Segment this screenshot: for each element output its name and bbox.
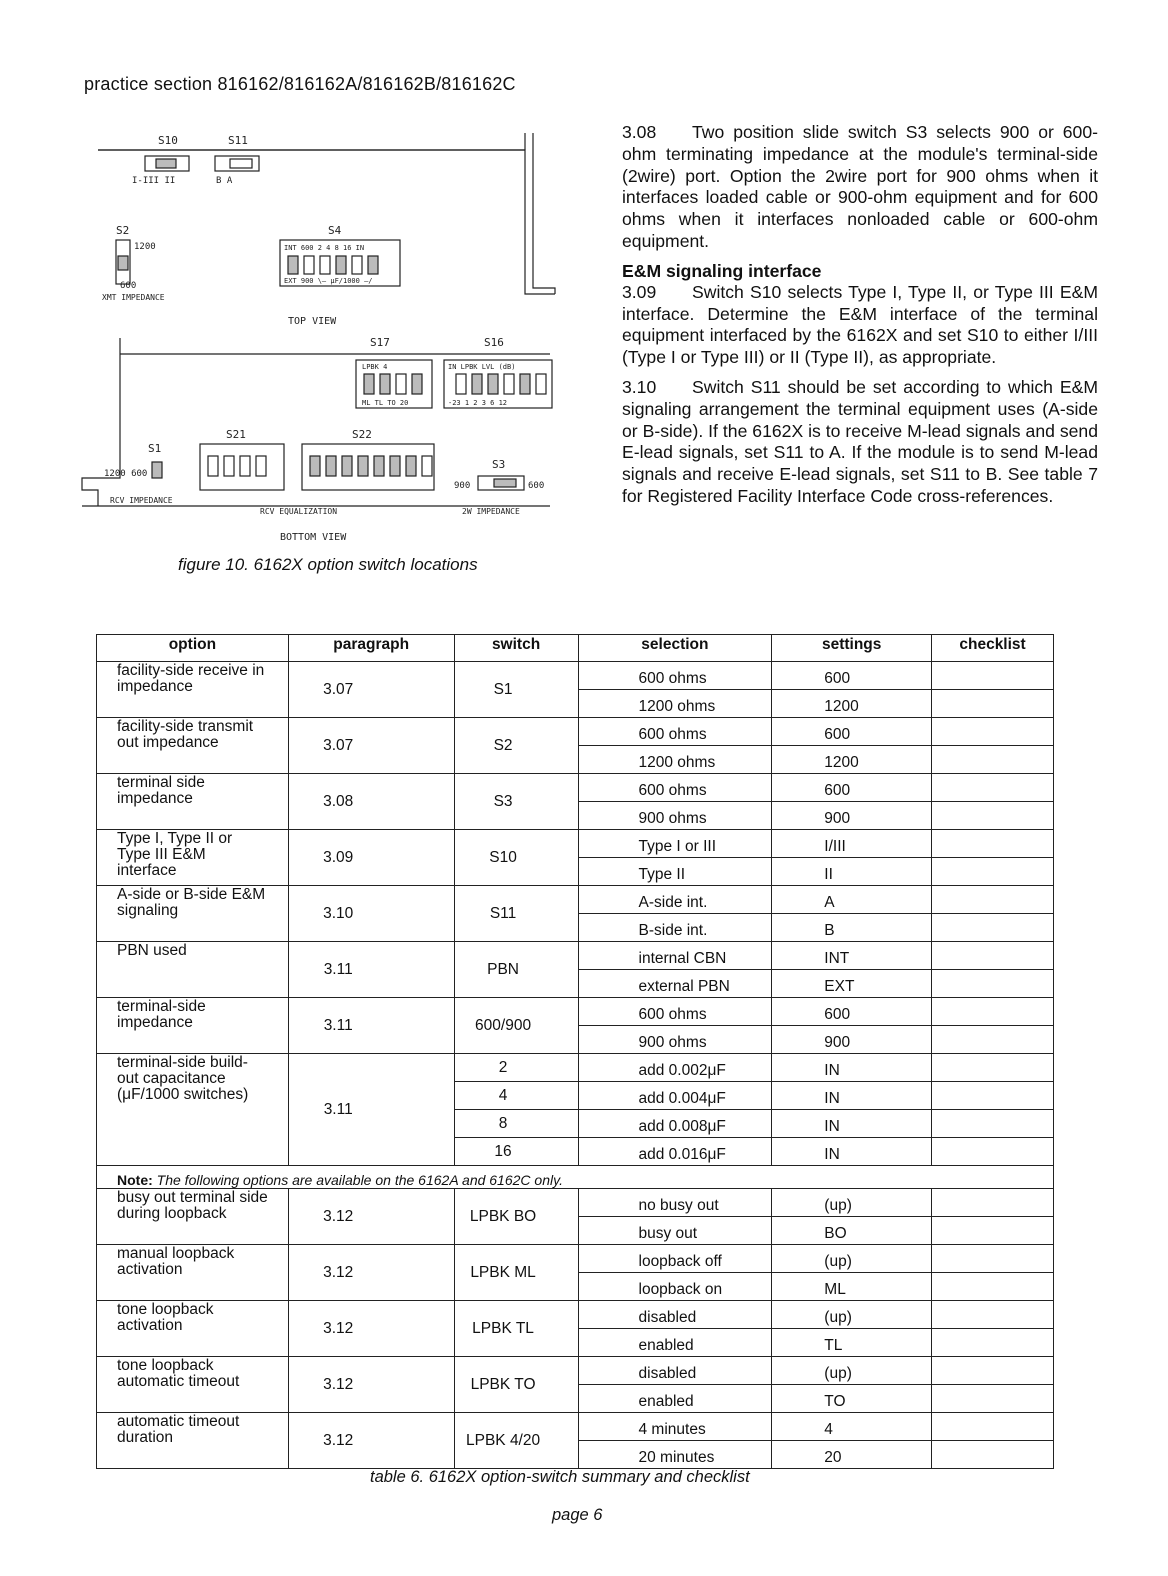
option-switch-diagram: [80, 128, 570, 548]
s1-label: S1: [148, 442, 162, 455]
paragraph-cell: 3.11: [288, 942, 454, 998]
switch-cell: LPBK TO: [454, 1357, 578, 1413]
switch-cell: S10: [454, 830, 578, 886]
selection-cell: add 0.016μF: [578, 1138, 772, 1166]
switch-cell: 16: [454, 1138, 578, 1166]
svg-text:900: 900: [454, 481, 471, 491]
switch-cell: LPBK ML: [454, 1245, 578, 1301]
table-row: [97, 886, 1054, 914]
option-cell: facility-side transmit out impedance: [97, 718, 289, 774]
table-row: [97, 1245, 1054, 1273]
col-header-checklist: checklist: [932, 635, 1054, 662]
switch-cell: LPBK BO: [454, 1189, 578, 1245]
option-cell: terminal-side build-out capacitance (μF/1000 switches): [97, 1054, 289, 1166]
settings-cell: BO: [772, 1217, 932, 1245]
switch-cell: S1: [454, 662, 578, 718]
settings-cell: INT: [772, 942, 932, 970]
settings-cell: 20: [772, 1441, 932, 1469]
checklist-cell[interactable]: [932, 1245, 1054, 1273]
checklist-cell[interactable]: [932, 830, 1054, 858]
selection-cell: loopback off: [578, 1245, 772, 1273]
svg-text:600: 600: [120, 281, 137, 291]
checklist-cell[interactable]: [932, 970, 1054, 998]
s22-label: S22: [352, 428, 372, 441]
option-switch-table: [96, 634, 1054, 1469]
svg-text:IN LPBK LVL (dB): IN LPBK LVL (dB): [448, 363, 516, 371]
table-row: [97, 830, 1054, 858]
settings-cell: TO: [772, 1385, 932, 1413]
selection-cell: busy out: [578, 1217, 772, 1245]
paragraph-3-10: 3.10 Switch S11 should be set according to which E&M signaling arrangement the terminal equipment uses (A-side or B-side). If the 6162X is to receive M-lead signals and send E-lead signals, set S11 to A. If the module is to send M-lead signals and receive E-lead signals, set S11 to B. See table 7 for Registered Facility Interface Code cross-references.: [622, 376, 1098, 506]
checklist-cell[interactable]: [932, 1441, 1054, 1469]
switch-cell: S2: [454, 718, 578, 774]
selection-cell: 600 ohms: [578, 998, 772, 1026]
settings-cell: 900: [772, 802, 932, 830]
checklist-cell[interactable]: [932, 1385, 1054, 1413]
svg-text:INT 600 2 4 8 16 IN: INT 600 2 4 8 16 IN: [284, 244, 365, 252]
paragraph-cell: 3.11: [288, 1054, 454, 1166]
selection-cell: B-side int.: [578, 914, 772, 942]
table-note-row: [97, 1166, 1054, 1189]
option-cell: A-side or B-side E&M signaling: [97, 886, 289, 942]
s21-label: S21: [226, 428, 246, 441]
paragraph-cell: 3.07: [288, 662, 454, 718]
checklist-cell[interactable]: [932, 690, 1054, 718]
table-row: [97, 774, 1054, 802]
paragraph-cell: 3.12: [288, 1245, 454, 1301]
switch-cell: 8: [454, 1110, 578, 1138]
figure-caption: figure 10. 6162X option switch locations: [178, 555, 478, 574]
switch-cell: 2: [454, 1054, 578, 1082]
checklist-cell[interactable]: [932, 1138, 1054, 1166]
col-header-selection: selection: [578, 635, 772, 662]
selection-cell: enabled: [578, 1385, 772, 1413]
s10-sub: I-III II: [132, 176, 176, 186]
settings-cell: 600: [772, 718, 932, 746]
selection-cell: disabled: [578, 1301, 772, 1329]
bottom-view-label: BOTTOM VIEW: [280, 532, 347, 543]
table-row: [97, 718, 1054, 746]
settings-cell: IN: [772, 1082, 932, 1110]
settings-cell: 900: [772, 1026, 932, 1054]
col-header-settings: settings: [772, 635, 932, 662]
s17-label: S17: [370, 336, 390, 349]
selection-cell: loopback on: [578, 1273, 772, 1301]
settings-cell: I/III: [772, 830, 932, 858]
selection-cell: 600 ohms: [578, 662, 772, 690]
paragraph-3-08: 3.08 Two position slide switch S3 selects 900 or 600-ohm terminating impedance at the module's terminal-side (2wire) port. Option the 2wire port for 900 ohms when it interfaces loaded cable or 900-ohm equipment and for 600 ohms when it interfaces nonloaded cable or 600-ohm equipment.: [622, 122, 1098, 251]
settings-cell: 600: [772, 662, 932, 690]
xmt-impedance-label: XMT IMPEDANCE: [102, 293, 165, 302]
settings-cell: (up): [772, 1357, 932, 1385]
table-row: [97, 1413, 1054, 1441]
table-note: Note: The following options are available on the 6162A and 6162C only.: [97, 1166, 1054, 1189]
table-row: [97, 1301, 1054, 1329]
checklist-cell[interactable]: [932, 1273, 1054, 1301]
s11-sub: B A: [216, 176, 233, 186]
settings-cell: ML: [772, 1273, 932, 1301]
table-row: [97, 1054, 1054, 1082]
settings-cell: IN: [772, 1138, 932, 1166]
selection-cell: internal CBN: [578, 942, 772, 970]
page-number: page 6: [552, 1506, 603, 1524]
selection-cell: 20 minutes: [578, 1441, 772, 1469]
svg-text:600: 600: [528, 481, 545, 491]
table-header-row: [97, 635, 1054, 662]
checklist-cell[interactable]: [932, 886, 1054, 914]
selection-cell: Type II: [578, 858, 772, 886]
option-cell: terminal-side impedance: [97, 998, 289, 1054]
s16-label: S16: [484, 336, 504, 349]
option-cell: busy out terminal side during loopback: [97, 1189, 289, 1245]
checklist-cell[interactable]: [932, 1217, 1054, 1245]
checklist-cell[interactable]: [932, 1329, 1054, 1357]
settings-cell: 4: [772, 1413, 932, 1441]
paragraph-cell: 3.12: [288, 1357, 454, 1413]
s11-label: S11: [228, 134, 248, 147]
page-header: practice section 816162/816162A/816162B/816162C: [84, 74, 516, 94]
checklist-cell[interactable]: [932, 1189, 1054, 1217]
checklist-cell[interactable]: [932, 802, 1054, 830]
checklist-cell[interactable]: [932, 942, 1054, 970]
paragraph-cell: 3.12: [288, 1301, 454, 1357]
settings-cell: EXT: [772, 970, 932, 998]
switch-cell: LPBK TL: [454, 1301, 578, 1357]
settings-cell: IN: [772, 1054, 932, 1082]
selection-cell: 1200 ohms: [578, 690, 772, 718]
switch-cell: PBN: [454, 942, 578, 998]
section-heading: E&M signaling interface: [622, 260, 822, 281]
settings-cell: (up): [772, 1189, 932, 1217]
selection-cell: external PBN: [578, 970, 772, 998]
col-header-switch: switch: [454, 635, 578, 662]
switch-cell: S3: [454, 774, 578, 830]
svg-text:1200: 1200: [134, 242, 156, 252]
svg-text:1200 600: 1200 600: [104, 469, 148, 479]
switch-cell: S11: [454, 886, 578, 942]
settings-cell: B: [772, 914, 932, 942]
svg-text:EXT 900 \— μF/1000 —/: EXT 900 \— μF/1000 —/: [284, 277, 373, 285]
selection-cell: no busy out: [578, 1189, 772, 1217]
table-row: [97, 662, 1054, 690]
right-column-text: [622, 122, 1098, 516]
svg-text:ML TL TO 20: ML TL TO 20: [362, 399, 409, 407]
settings-cell: A: [772, 886, 932, 914]
settings-cell: II: [772, 858, 932, 886]
checklist-cell[interactable]: [932, 1026, 1054, 1054]
table-row: [97, 942, 1054, 970]
option-cell: PBN used: [97, 942, 289, 998]
rcv-equalization-label: RCV EQUALIZATION: [260, 507, 338, 516]
option-cell: facility-side receive in impedance: [97, 662, 289, 718]
table-caption: table 6. 6162X option-switch summary and checklist: [370, 1468, 750, 1486]
col-header-paragraph: paragraph: [288, 635, 454, 662]
selection-cell: 900 ohms: [578, 1026, 772, 1054]
option-cell: terminal side impedance: [97, 774, 289, 830]
top-view-label: TOP VIEW: [288, 316, 337, 327]
checklist-cell[interactable]: [932, 1357, 1054, 1385]
settings-cell: 1200: [772, 690, 932, 718]
checklist-cell[interactable]: [932, 1082, 1054, 1110]
paragraph-cell: 3.11: [288, 998, 454, 1054]
selection-cell: add 0.002μF: [578, 1054, 772, 1082]
s4-label: S4: [328, 224, 342, 237]
checklist-cell[interactable]: [932, 718, 1054, 746]
selection-cell: A-side int.: [578, 886, 772, 914]
paragraph-cell: 3.09: [288, 830, 454, 886]
s10-label: S10: [158, 134, 178, 147]
option-cell: Type I, Type II or Type III E&M interface: [97, 830, 289, 886]
selection-cell: 600 ohms: [578, 718, 772, 746]
switch-cell: LPBK 4/20: [454, 1413, 578, 1469]
svg-text:-23 1 2 3 6 12: -23 1 2 3 6 12: [448, 399, 508, 407]
col-header-option: option: [97, 635, 289, 662]
checklist-cell[interactable]: [932, 858, 1054, 886]
checklist-cell[interactable]: [932, 1413, 1054, 1441]
selection-cell: add 0.008μF: [578, 1110, 772, 1138]
selection-cell: 1200 ohms: [578, 746, 772, 774]
settings-cell: 600: [772, 774, 932, 802]
settings-cell: 600: [772, 998, 932, 1026]
option-cell: automatic timeout duration: [97, 1413, 289, 1469]
checklist-cell[interactable]: [932, 1110, 1054, 1138]
settings-cell: IN: [772, 1110, 932, 1138]
option-cell: tone loopback automatic timeout: [97, 1357, 289, 1413]
s3-label: S3: [492, 458, 506, 471]
paragraph-cell: 3.08: [288, 774, 454, 830]
paragraph-cell: 3.12: [288, 1413, 454, 1469]
table-row: [97, 1357, 1054, 1385]
settings-cell: (up): [772, 1301, 932, 1329]
selection-cell: Type I or III: [578, 830, 772, 858]
s2-label: S2: [116, 224, 130, 237]
settings-cell: (up): [772, 1245, 932, 1273]
checklist-cell[interactable]: [932, 662, 1054, 690]
svg-text:LPBK 4: LPBK 4: [362, 363, 388, 371]
selection-cell: disabled: [578, 1357, 772, 1385]
2w-impedance-label: 2W IMPEDANCE: [462, 507, 520, 516]
rcv-impedance-label: RCV IMPEDANCE: [110, 496, 173, 505]
settings-cell: TL: [772, 1329, 932, 1357]
option-cell: manual loopback activation: [97, 1245, 289, 1301]
paragraph-cell: 3.10: [288, 886, 454, 942]
option-cell: tone loopback activation: [97, 1301, 289, 1357]
paragraph-cell: 3.07: [288, 718, 454, 774]
selection-cell: 600 ohms: [578, 774, 772, 802]
table-row: [97, 998, 1054, 1026]
paragraph-3-09: 3.09 Switch S10 selects Type I, Type II, or Type III E&M interface. Determine the E&M interface of the terminal equipment interfaced by the 6162X and set S10 to either I/III (Type I or Type III) or II (Type II), as appropriate.: [622, 281, 1098, 368]
selection-cell: enabled: [578, 1329, 772, 1357]
checklist-cell[interactable]: [932, 774, 1054, 802]
checklist-cell[interactable]: [932, 914, 1054, 942]
switch-cell: 4: [454, 1082, 578, 1110]
selection-cell: 900 ohms: [578, 802, 772, 830]
switch-cell: 600/900: [454, 998, 578, 1054]
table-row: [97, 1189, 1054, 1217]
checklist-cell[interactable]: [932, 746, 1054, 774]
checklist-cell[interactable]: [932, 1301, 1054, 1329]
selection-cell: 4 minutes: [578, 1413, 772, 1441]
checklist-cell[interactable]: [932, 998, 1054, 1026]
checklist-cell[interactable]: [932, 1054, 1054, 1082]
paragraph-cell: 3.12: [288, 1189, 454, 1245]
selection-cell: add 0.004μF: [578, 1082, 772, 1110]
settings-cell: 1200: [772, 746, 932, 774]
